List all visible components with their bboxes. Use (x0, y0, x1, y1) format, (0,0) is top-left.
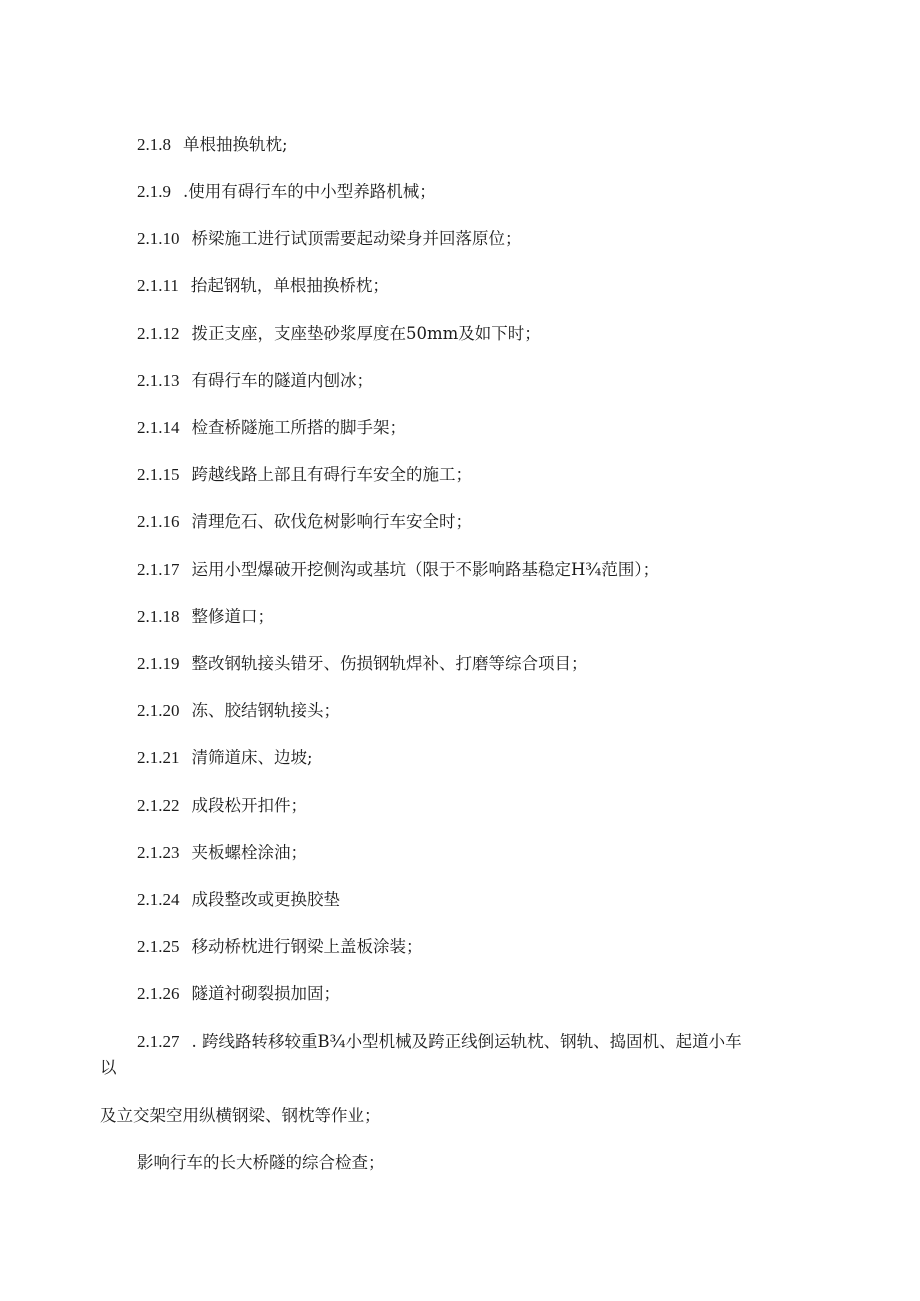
item-number: 2.1.13 (137, 371, 180, 390)
list-item (137, 276, 389, 296)
item-text: . 跨线路转移较重B¾小型机械及跨正线倒运轨枕、钢轨、捣固机、起道小车 (191, 1032, 742, 1051)
item-number: 2.1.22 (137, 796, 180, 815)
item-text: 检查桥隧施工所搭的脚手架； (191, 418, 406, 437)
item-number: 2.1.11 (137, 276, 179, 295)
item-text: 移动桥枕进行钢梁上盖板涂装； (191, 937, 423, 956)
list-item (137, 324, 541, 344)
list-item (137, 607, 274, 627)
list-item (137, 701, 340, 721)
item-number: 2.1.23 (137, 843, 180, 862)
list-item (137, 512, 472, 532)
list-item (137, 418, 406, 438)
item-number: 2.1.17 (137, 560, 180, 579)
item-number: 2.1.12 (137, 324, 180, 343)
item-number: 2.1.8 (137, 135, 171, 154)
list-item (137, 182, 436, 202)
list-item (137, 465, 472, 485)
list-item (137, 796, 307, 816)
list-item (137, 229, 522, 249)
item-text: 抬起钢轨，单根抽换桥枕； (190, 276, 389, 295)
item-text: .使用有碍行车的中小型养路机械； (183, 182, 436, 201)
list-item (137, 843, 307, 863)
item-number: 2.1.19 (137, 654, 180, 673)
item-number: 2.1.25 (137, 937, 180, 956)
list-item (137, 984, 340, 1004)
item-text: 成段松开扣件； (191, 796, 307, 815)
wrap-line-1: 以 (100, 1058, 117, 1077)
item-text: 清理危石、砍伐危树影响行车安全时； (191, 512, 472, 531)
last-line: 影响行车的长大桥隧的综合检查； (137, 1153, 385, 1172)
item-number: 2.1.27 (137, 1032, 180, 1051)
list-item (137, 890, 340, 910)
list-item (137, 135, 288, 155)
item-text: 冻、胶结钢轨接头； (191, 701, 340, 720)
list-item (137, 748, 313, 768)
item-text: 有碍行车的隧道内刨冰； (191, 371, 373, 390)
item-text: 夹板螺栓涂油； (191, 843, 307, 862)
list-item (137, 371, 373, 391)
item-text: 整改钢轨接头错牙、伤损钢轨焊补、打磨等综合项目； (191, 654, 588, 673)
item-number: 2.1.10 (137, 229, 180, 248)
item-text: 成段整改或更换胶垫 (191, 890, 340, 909)
item-number: 2.1.14 (137, 418, 180, 437)
item-text: 整修道口； (191, 607, 274, 626)
item-text: 隧道衬砌裂损加固； (191, 984, 340, 1003)
item-number: 2.1.18 (137, 607, 180, 626)
item-text: 拨正支座，支座垫砂浆厚度在50mm及如下时； (191, 324, 541, 343)
list-item (137, 1032, 742, 1052)
item-number: 2.1.20 (137, 701, 180, 720)
item-number: 2.1.9 (137, 182, 171, 201)
item-number: 2.1.21 (137, 748, 180, 767)
item-text: 桥梁施工进行试顶需要起动梁身并回落原位； (191, 229, 522, 248)
item-number: 2.1.26 (137, 984, 180, 1003)
list-item (137, 560, 659, 580)
item-text: 跨越线路上部且有碍行车安全的施工； (191, 465, 472, 484)
wrap-line-2: 及立交架空用纵横钢梁、钢枕等作业； (100, 1106, 381, 1125)
item-text: 单根抽换轨枕; (183, 135, 288, 154)
list-item (137, 937, 423, 957)
item-number: 2.1.15 (137, 465, 180, 484)
item-text: 清筛道床、边坡; (191, 748, 313, 767)
list-item (137, 654, 588, 674)
item-number: 2.1.24 (137, 890, 180, 909)
item-number: 2.1.16 (137, 512, 180, 531)
item-text: 运用小型爆破开挖侧沟或基坑（限于不影响路基稳定H¾范围）； (191, 560, 660, 579)
